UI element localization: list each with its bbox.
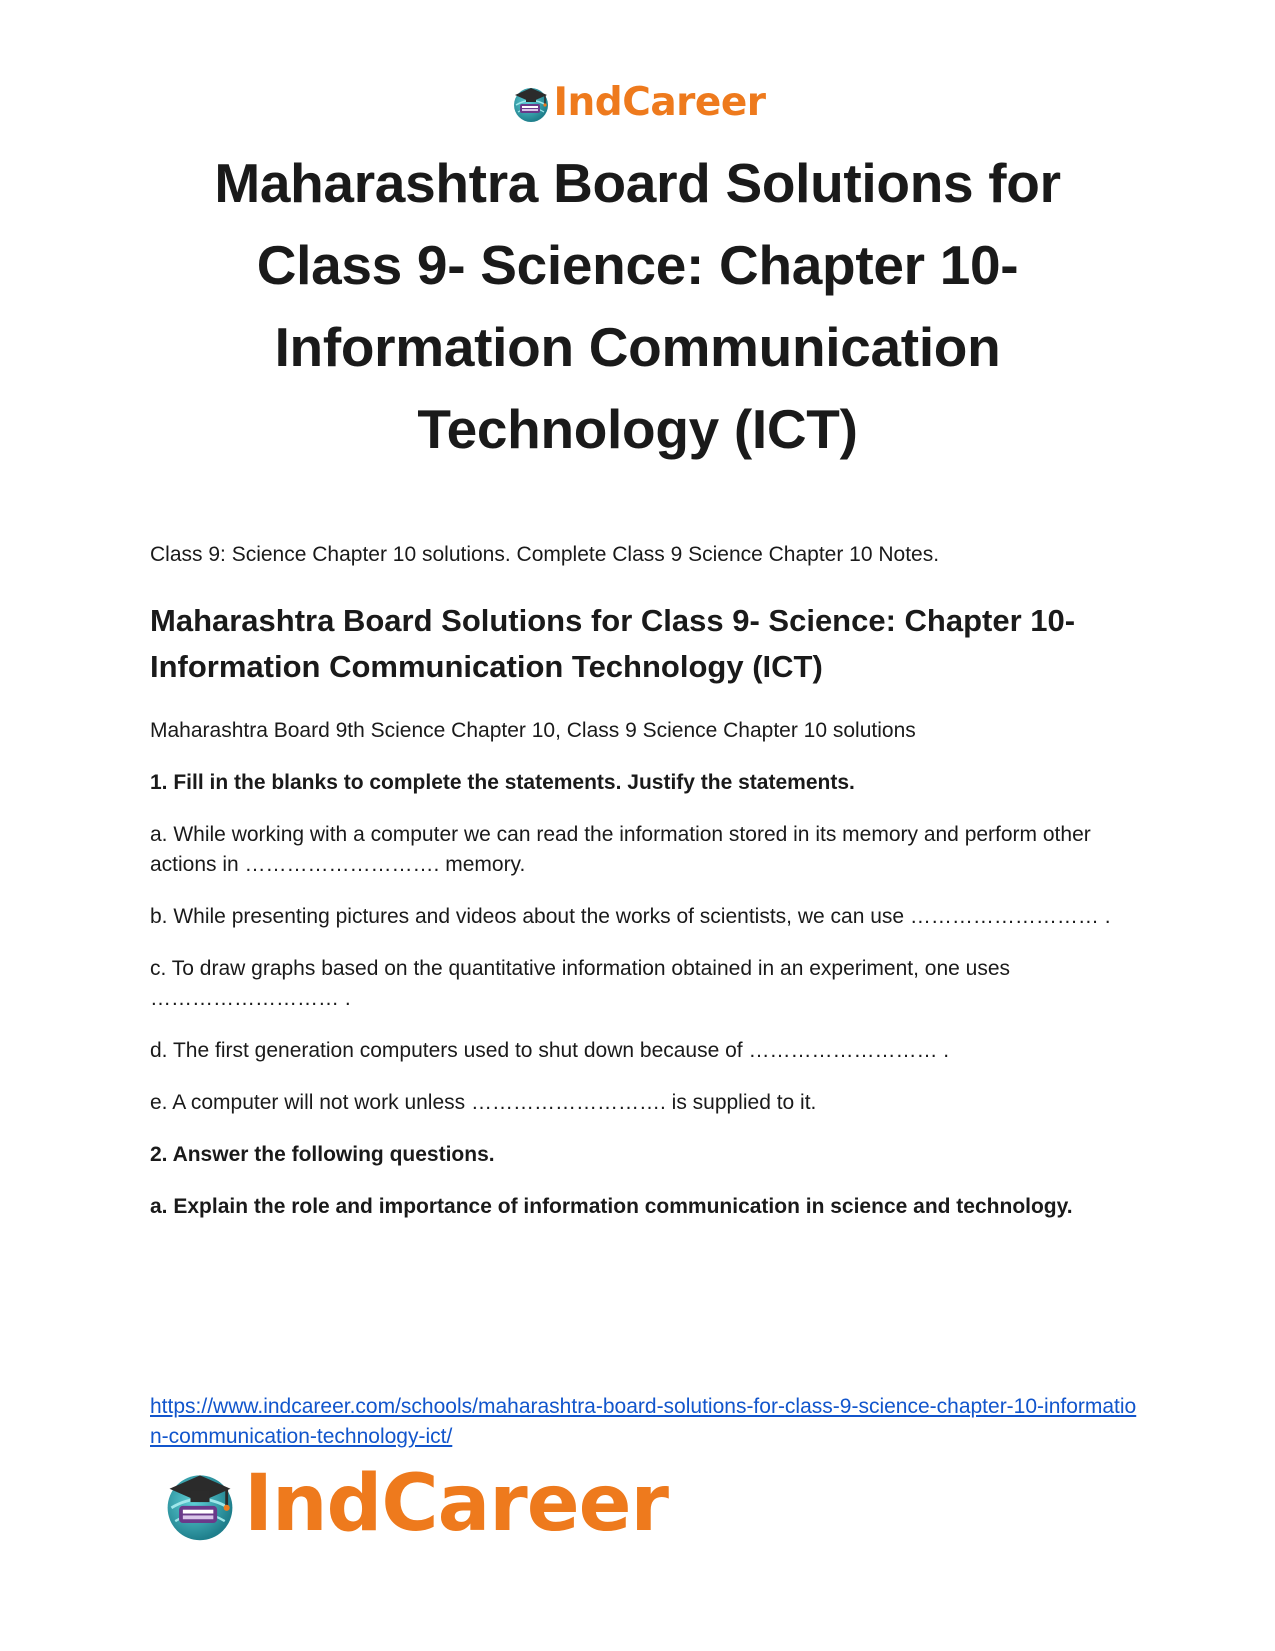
brand-logo[interactable] (510, 82, 766, 124)
footer-brand-wordmark: IndCareer (244, 1459, 668, 1549)
title-line-1: Maharashtra Board Solutions for (214, 152, 1061, 214)
question-1-item-b: b. While presenting pictures and videos about the works of scientists, we can use ……………………… . (150, 905, 1111, 928)
section-heading: Maharashtra Board Solutions for Class 9- Science: Chapter 10- Information Communication Technology (ICT) (150, 603, 1076, 684)
title-line-4: Technology (ICT) (417, 398, 858, 460)
question-1-item-e: e. A computer will not work unless ………………………. is supplied to it. (150, 1091, 817, 1114)
question-2-heading: 2. Answer the following questions. (150, 1143, 495, 1166)
footer-logo-area (160, 1459, 668, 1549)
intro-text: Class 9: Science Chapter 10 solutions. Complete Class 9 Science Chapter 10 Notes. (150, 543, 940, 566)
graduation-cap-globe-icon (160, 1464, 240, 1544)
footer-brand-logo[interactable] (160, 1459, 668, 1549)
brand-wordmark: IndCareer (553, 80, 766, 125)
source-url-link[interactable]: https://www.indcareer.com/schools/maharashtra-board-solutions-for-class-9-science-chapter-10-information-communication-technology-ict/ (150, 1395, 1137, 1448)
keywords-line: Maharashtra Board 9th Science Chapter 10, Class 9 Science Chapter 10 solutions (150, 719, 916, 742)
title-line-3: Information Communication (274, 316, 1001, 378)
question-2-item-a: a. Explain the role and importance of information communication in science and technology. (150, 1195, 1073, 1218)
question-1-item-d: d. The first generation computers used to shut down because of ……………………… . (150, 1039, 950, 1062)
header-logo-area (0, 82, 1275, 124)
question-1-heading: 1. Fill in the blanks to complete the statements. Justify the statements. (150, 771, 855, 794)
title-line-2: Class 9- Science: Chapter 10- (256, 234, 1019, 296)
page-title (150, 142, 1125, 470)
question-1-item-c: c. To draw graphs based on the quantitative information obtained in an experiment, one uses ……………………… . (150, 957, 1010, 1010)
document-body (150, 540, 1140, 1244)
question-1-item-a: a. While working with a computer we can read the information stored in its memory and perform other actions in ………………………. memory. (150, 823, 1091, 876)
graduation-cap-globe-icon (510, 82, 552, 124)
